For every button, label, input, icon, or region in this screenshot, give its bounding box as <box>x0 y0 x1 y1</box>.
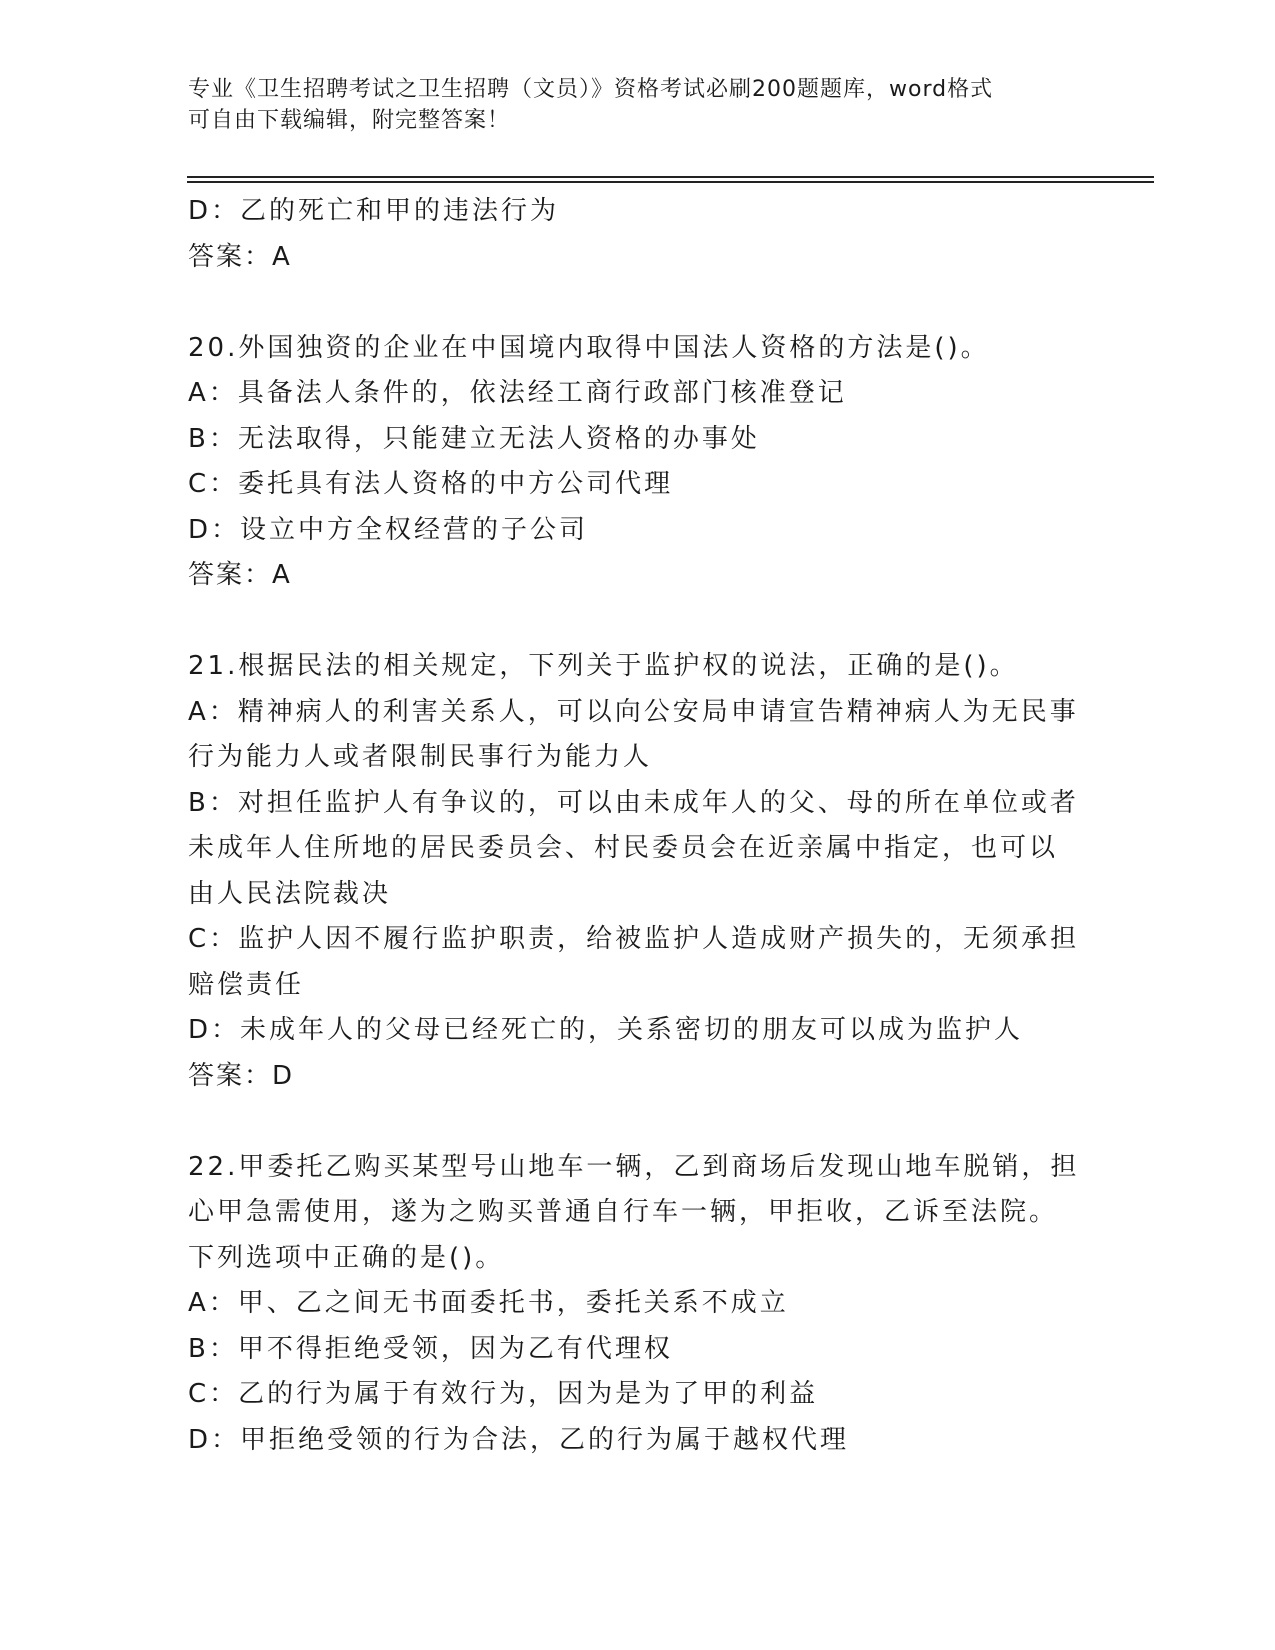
header-divider-top <box>187 176 1154 178</box>
answer: 答案：A <box>188 241 292 272</box>
question-stem-continued: 下列选项中正确的是()。 <box>188 1242 505 1273</box>
header-divider-bottom <box>187 181 1154 183</box>
spacer <box>188 280 1083 326</box>
question-stem: 22.甲委托乙购买某型号山地车一辆，乙到商场后发现山地车脱销，担 <box>188 1151 1080 1182</box>
header-line-1: 专业《卫生招聘考试之卫生招聘（文员）》资格考试必刷200题题库，word格式 <box>188 77 994 102</box>
option-c: C：乙的行为属于有效行为，因为是为了甲的利益 <box>188 1379 819 1409</box>
option-d: D：乙的死亡和甲的违法行为 <box>188 196 560 226</box>
option-b: B：对担任监护人有争议的，可以由未成年人的父、母的所在单位或者 <box>188 787 1079 818</box>
question-content <box>188 189 1083 1463</box>
option-a: A：具备法人条件的，依法经工商行政部门核准登记 <box>188 378 847 408</box>
option-b: B：无法取得，只能建立无法人资格的办事处 <box>188 423 760 454</box>
option-c: C：监护人因不履行监护职责，给被监护人造成财产损失的，无须承担 <box>188 924 1080 954</box>
spacer <box>188 599 1083 645</box>
question-20 <box>188 326 1083 599</box>
option-b-continued: 由人民法院裁决 <box>188 878 392 909</box>
option-c: C：委托具有法人资格的中方公司代理 <box>188 469 674 499</box>
option-a: A：甲、乙之间无书面委托书，委托关系不成立 <box>188 1288 789 1318</box>
question-21 <box>188 644 1083 1099</box>
option-d: D：设立中方全权经营的子公司 <box>188 514 589 545</box>
option-d: D：未成年人的父母已经死亡的，关系密切的朋友可以成为监护人 <box>188 1015 1024 1045</box>
question-stem: 21.根据民法的相关规定，下列关于监护权的说法，正确的是()。 <box>188 651 1019 681</box>
question-stem-continued: 心甲急需使用，遂为之购买普通自行车一辆，甲拒收，乙诉至法院。 <box>188 1197 1059 1227</box>
option-b: B：甲不得拒绝受领，因为乙有代理权 <box>188 1333 673 1364</box>
answer: 答案：A <box>188 560 292 590</box>
header-line-2: 可自由下载编辑，附完整答案！ <box>188 108 511 133</box>
spacer <box>188 1099 1083 1145</box>
document-header <box>188 74 1088 136</box>
option-c-continued: 赔偿责任 <box>188 969 305 1000</box>
option-a: A：精神病人的利害关系人，可以向公安局申请宣告精神病人为无民事 <box>188 696 1079 727</box>
question-stem: 20.外国独资的企业在中国境内取得中国法人资格的方法是()。 <box>188 332 990 363</box>
answer: 答案：D <box>188 1060 295 1091</box>
option-d: D：甲拒绝受领的行为合法，乙的行为属于越权代理 <box>188 1424 850 1455</box>
question-22 <box>188 1145 1083 1464</box>
option-b-continued: 未成年人住所地的居民委员会、村民委员会在近亲属中指定，也可以 <box>188 833 1059 863</box>
option-a-continued: 行为能力人或者限制民事行为能力人 <box>188 742 653 772</box>
